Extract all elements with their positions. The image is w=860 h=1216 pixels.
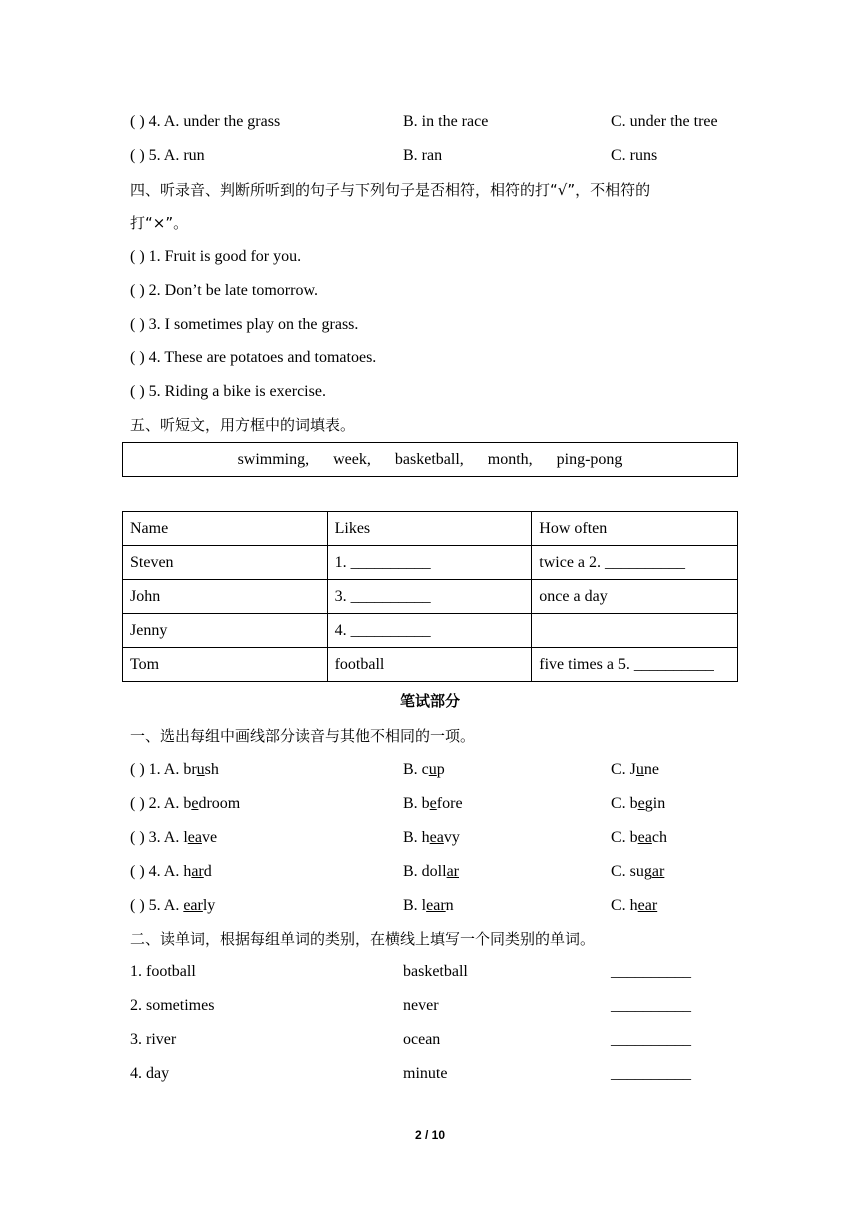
section-instruction: 二、读单词，根据每组单词的类别，在横线上填写一个同类别的单词。 [130,930,596,948]
option-word: C. hear [611,897,658,914]
question-option-b: B. in the race [403,113,489,130]
question-option-a [130,793,240,815]
question-row [130,145,740,167]
statement-row: ( ) 5. Riding a bike is exercise. [130,383,326,400]
section-instruction-cont: 打“×”。 [130,214,189,232]
section-title: 笔试部分 [399,692,460,710]
table-cell: 1. __________ [327,546,532,580]
statement-row: ( ) 3. I sometimes play on the grass. [130,316,359,333]
word-item: month, [487,450,533,468]
table-row [123,614,738,648]
phonics-question-row [130,793,740,815]
table-row [123,648,738,682]
underlined-letters: ea [637,829,652,846]
option-word: C. June [611,761,660,778]
underlined-letters: u [635,761,644,778]
question-option-c [611,861,664,883]
word-item: week, [333,450,371,468]
option-word: C. sugar [611,863,665,880]
question-row [130,111,740,133]
question-option-b [403,861,459,883]
phonics-question-row [130,895,740,917]
section-instruction: 四、听录音、判断所听到的句子与下列句子是否相符，相符的打“√”，不相符的 [130,181,651,199]
table-cell: football [327,648,532,682]
underlined-letters: ar [651,863,665,880]
word-b: ocean [403,1031,441,1048]
option-word: B. cup [403,761,445,778]
table-cell: Jenny [123,614,328,648]
underlined-letters: ar [446,863,459,880]
answer-blank[interactable]: __________ [611,1031,691,1048]
word-b: basketball [403,963,468,980]
section-instruction: 一、选出每组中画线部分读音与其他不相同的一项。 [130,727,476,745]
underlined-letters: ear [637,897,658,914]
option-word: B. heavy [403,829,460,846]
question-option-a [130,827,217,849]
word-box [122,442,738,477]
option-word: B. dollar [403,863,459,880]
phonics-question-row [130,827,740,849]
option-word: B. before [403,795,463,812]
option-word: bedroom [183,795,241,812]
underlined-letters: ea [187,829,202,846]
table-cell: 4. __________ [327,614,532,648]
word-group-row [130,961,740,983]
table-cell [532,614,738,648]
word-item: ping-pong [556,450,623,468]
word-group-row [130,1029,740,1051]
question-option-b [403,759,445,781]
table-cell: once a day [532,580,738,614]
question-option-b: B. ran [403,147,443,164]
question-option-a: ( ) 4. A. under the grass [130,113,281,130]
option-word: B. learn [403,897,454,914]
word-item: swimming, [237,450,310,468]
option-word: C. beach [611,829,667,846]
question-number: ( ) 1. A. [130,761,184,778]
statement-row: ( ) 1. Fruit is good for you. [130,248,302,265]
underlined-letters: e [429,795,437,812]
underlined-letters: u [428,761,437,778]
underlined-letters: u [196,761,205,778]
question-option-a [130,861,212,883]
option-word: C. begin [611,795,666,812]
option-word: brush [183,761,219,778]
table-header-row [123,512,738,546]
table-row [123,580,738,614]
word-a: 4. day [130,1065,170,1082]
question-option-c [611,759,659,781]
option-word: hard [183,863,212,880]
question-option-a [130,895,215,917]
word-item: basketball, [394,450,464,468]
statement-row: ( ) 4. These are potatoes and tomatoes. [130,349,377,366]
word-group-row [130,1063,740,1085]
underlined-letters: ear [426,897,446,914]
question-number: ( ) 5. A. [130,897,184,914]
underlined-letters: e [637,795,645,812]
question-option-c: C. under the tree [611,113,718,130]
underlined-letters: ar [191,863,204,880]
word-b: minute [403,1065,448,1082]
question-option-b [403,895,454,917]
question-number: ( ) 4. A. [130,863,184,880]
word-group-row [130,995,740,1017]
word-a: 1. football [130,963,196,980]
question-option-c: C. runs [611,147,658,164]
answer-blank[interactable]: __________ [611,1065,691,1082]
option-word: early [183,897,216,914]
question-option-b [403,793,463,815]
section-instruction: 五、听短文，用方框中的词填表。 [130,416,356,434]
phonics-question-row [130,759,740,781]
table-header-cell: Name [123,512,328,546]
question-option-a: ( ) 5. A. run [130,147,205,164]
answer-blank[interactable]: __________ [611,997,691,1014]
table-cell: John [123,580,328,614]
question-number: ( ) 2. A. [130,795,184,812]
word-b: never [403,997,439,1014]
underlined-letters: ea [429,829,444,846]
question-number: ( ) 3. A. [130,829,184,846]
question-option-b [403,827,460,849]
statement-row: ( ) 2. Don’t be late tomorrow. [130,282,318,299]
answer-blank[interactable]: __________ [611,963,691,980]
table-cell: Tom [123,648,328,682]
underlined-letters: e [191,795,199,812]
table-cell: 3. __________ [327,580,532,614]
underlined-letters: ear [183,897,203,914]
table-header-cell: How often [532,512,738,546]
table-cell: five times a 5. __________ [532,648,738,682]
question-option-c [611,793,665,815]
question-option-a [130,759,219,781]
question-option-c [611,827,667,849]
table-cell: Steven [123,546,328,580]
word-a: 2. sometimes [130,997,215,1014]
page-number: 2 / 10 [414,1128,446,1142]
table-header-cell: Likes [327,512,532,546]
word-a: 3. river [130,1031,177,1048]
phonics-question-row [130,861,740,883]
table-row [123,546,738,580]
option-word: leave [183,829,218,846]
question-option-c [611,895,657,917]
table-cell: twice a 2. __________ [532,546,738,580]
fill-table [122,511,738,682]
